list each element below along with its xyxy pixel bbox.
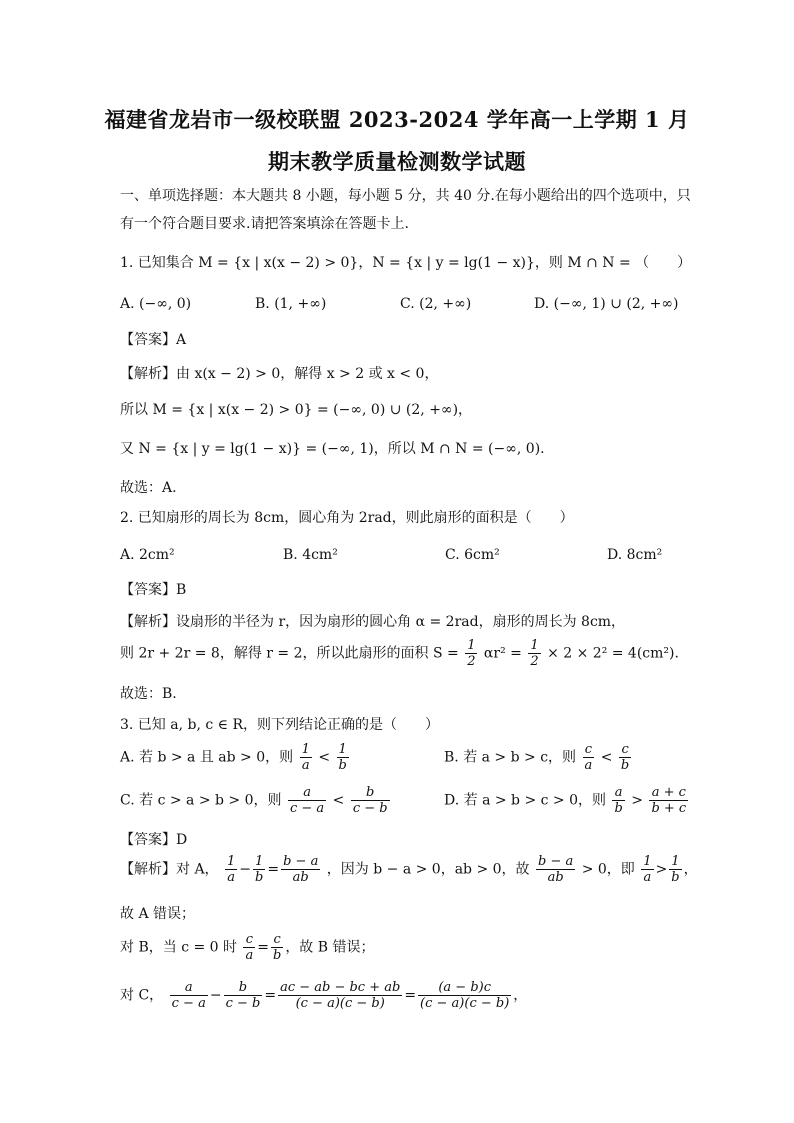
- fraction-denominator: b: [255, 870, 264, 885]
- q2-stem: 2. 已知扇形的周长为 8cm，圆心角为 2rad，则此扇形的面积是（ ）: [120, 510, 574, 526]
- fraction-numerator: 1: [530, 638, 539, 653]
- fraction-numerator: a: [170, 980, 208, 996]
- q2-option-c: C. 6cm²: [445, 547, 500, 563]
- q2-analysis-text-c: × 2 × 2² = 4(cm²).: [547, 645, 679, 662]
- fraction-numerator: a: [288, 785, 326, 801]
- analysis-text: 【解析】对 A，: [120, 861, 219, 878]
- q2-answer: 【答案】B: [120, 582, 187, 598]
- fraction: [281, 854, 320, 885]
- fraction-denominator: a: [584, 758, 593, 773]
- operator: =: [404, 987, 417, 1004]
- fraction: [418, 980, 511, 1011]
- fraction-numerator: 1: [337, 742, 349, 758]
- fraction-numerator: a + c: [649, 785, 688, 801]
- q1-stem: 1. 已知集合 M = {x | x(x − 2) > 0}，N = {x | y = lg(1 − x)}，则 M ∩ N = （ ）: [120, 255, 692, 271]
- fraction-denominator: c − a: [171, 996, 206, 1011]
- fraction: [271, 932, 283, 963]
- operator: =: [267, 861, 280, 878]
- fraction-denominator: a: [301, 758, 310, 773]
- q1-option-d: D. (−∞, 1) ∪ (2, +∞): [534, 296, 679, 312]
- analysis-text: ，: [683, 861, 698, 878]
- relation-sign: >: [631, 792, 643, 809]
- q2-analysis-text-a: 则 2r + 2r = 8，解得 r = 2，所以此扇形的面积 S =: [120, 645, 459, 662]
- relation-sign: <: [332, 792, 345, 809]
- fraction-denominator: c − b: [225, 996, 261, 1011]
- q1-analysis-line-2: 所以 M = {x | x(x − 2) > 0} = (−∞, 0) ∪ (2, +∞)，: [120, 402, 473, 418]
- option-text: C. 若 c > a > b > 0，则: [120, 792, 282, 809]
- fraction-denominator: 2: [467, 654, 476, 669]
- fraction: [536, 854, 575, 885]
- fraction: [225, 854, 237, 885]
- fraction: [170, 980, 208, 1011]
- q3-stem: 3. 已知 a, b, c ∈ R，则下列结论正确的是（ ）: [120, 717, 440, 733]
- fraction: [583, 742, 595, 773]
- analysis-text: 对 C，: [120, 987, 164, 1004]
- option-text: A. 若 b > a 且 ab > 0，则: [120, 749, 294, 766]
- fraction-numerator: 1: [643, 854, 652, 869]
- q2-option-a: A. 2cm²: [120, 547, 175, 563]
- q2-fraction-half-2: [528, 638, 540, 669]
- fraction-numerator: b − a: [538, 854, 574, 869]
- q2-analysis-text-b: αr² =: [483, 645, 522, 662]
- analysis-text: ，故 B 错误；: [285, 939, 375, 956]
- q1-conclusion: 故选：A.: [120, 480, 177, 496]
- fraction: [649, 785, 688, 816]
- fraction-numerator: c: [583, 742, 595, 758]
- q3-analysis-a-line-2: 故 A 错误；: [120, 906, 196, 922]
- fraction-denominator: b: [338, 758, 347, 773]
- fraction-denominator: ab: [292, 870, 309, 885]
- fraction-denominator: (c − a)(c − b): [295, 996, 385, 1011]
- fraction-numerator: 1: [669, 854, 681, 870]
- q2-option-b: B. 4cm²: [283, 547, 338, 563]
- fraction-numerator: 1: [253, 854, 265, 870]
- fraction-denominator: b: [272, 948, 282, 963]
- fraction-denominator: b: [620, 758, 630, 773]
- fraction: [612, 785, 624, 816]
- q1-answer: 【答案】A: [120, 332, 187, 348]
- relation-sign: <: [318, 749, 331, 766]
- q3-option-d: [444, 785, 690, 816]
- q3-option-a: [120, 742, 351, 773]
- operator: =: [257, 939, 269, 956]
- q3-analysis-a: [120, 854, 698, 885]
- fraction: [337, 742, 349, 773]
- fraction: [619, 742, 631, 773]
- q3-analysis-b: [120, 932, 375, 963]
- fraction-numerator: ac − ab − bc + ab: [280, 980, 401, 995]
- fraction-denominator: 2: [530, 654, 539, 669]
- fraction: [243, 932, 255, 963]
- operator: >: [655, 861, 668, 878]
- q1-option-c: C. (2, +∞): [400, 296, 472, 312]
- fraction: [224, 980, 263, 1011]
- fraction-numerator: c: [619, 742, 631, 758]
- fraction-denominator: b: [671, 870, 680, 885]
- fraction-numerator: b − a: [283, 854, 319, 869]
- fraction-denominator: c − b: [352, 801, 388, 816]
- q1-option-a: A. (−∞, 0): [120, 296, 192, 312]
- fraction-denominator: a: [227, 870, 236, 885]
- fraction-numerator: c: [243, 932, 255, 948]
- fraction-denominator: a: [643, 870, 652, 885]
- fraction: [253, 854, 265, 885]
- relation-sign: <: [600, 749, 613, 766]
- q3-option-c: [120, 785, 392, 816]
- analysis-text: ，因为 b − a > 0，ab > 0，故: [326, 861, 530, 878]
- fraction-numerator: 1: [467, 638, 476, 653]
- fraction: [669, 854, 681, 885]
- section-intro-line-1: 一、单项选择题：本大题共 8 小题，每小题 5 分，共 40 分.在每小题给出的四个选项中，只: [120, 188, 691, 204]
- option-text: B. 若 a > b > c，则: [444, 749, 577, 766]
- fraction: [351, 785, 390, 816]
- q1-option-b: B. (1, +∞): [255, 296, 327, 312]
- analysis-text: > 0，即: [581, 861, 635, 878]
- document-title-line-1: 福建省龙岩市一级校联盟 2023-2024 学年高一上学期 1 月: [104, 107, 690, 132]
- q2-analysis-line-2: [120, 638, 679, 669]
- option-text: D. 若 a > b > c > 0，则: [444, 792, 607, 809]
- q2-fraction-half-1: [465, 638, 477, 669]
- document-title-line-2: 期末教学质量检测数学试题: [268, 149, 526, 174]
- operator: =: [264, 987, 277, 1004]
- q3-option-b: [444, 742, 633, 773]
- q1-analysis-line-3: 又 N = {x | y = lg(1 − x)} = (−∞, 1)，所以 M ∩ N = (−∞, 0).: [120, 441, 545, 457]
- fraction-numerator: 1: [227, 854, 236, 869]
- fraction-numerator: c: [271, 932, 283, 948]
- q3-answer: 【答案】D: [120, 832, 188, 848]
- fraction-numerator: b: [351, 785, 390, 801]
- fraction-denominator: a: [245, 948, 254, 963]
- fraction-numerator: a: [612, 785, 624, 801]
- section-intro-line-2: 有一个符合题目要求.请把答案填涂在答题卡上.: [120, 216, 409, 232]
- fraction-denominator: (c − a)(c − b): [420, 996, 510, 1011]
- analysis-text: 对 B，当 c = 0 时: [120, 939, 238, 956]
- fraction-numerator: (a − b)c: [418, 980, 511, 996]
- analysis-text: ，: [513, 987, 528, 1004]
- fraction-numerator: 1: [301, 742, 310, 757]
- q2-conclusion: 故选：B.: [120, 686, 177, 702]
- operator: −: [209, 987, 222, 1004]
- fraction: [641, 854, 653, 885]
- fraction-denominator: b + c: [651, 801, 687, 816]
- q2-option-d: D. 8cm²: [607, 547, 663, 563]
- q1-analysis-line-1: 【解析】由 x(x − 2) > 0，解得 x > 2 或 x < 0，: [120, 366, 439, 382]
- fraction-numerator: b: [224, 980, 263, 996]
- fraction-denominator: c − a: [289, 801, 325, 816]
- fraction: [278, 980, 402, 1011]
- fraction-denominator: ab: [547, 870, 564, 885]
- fraction-denominator: b: [614, 801, 623, 816]
- fraction: [288, 785, 326, 816]
- q3-analysis-c: [120, 980, 527, 1011]
- q2-analysis-line-1: 【解析】设扇形的半径为 r，因为扇形的圆心角 α = 2rad，扇形的周长为 8cm，: [120, 614, 626, 630]
- operator: −: [239, 861, 252, 878]
- fraction: [300, 742, 312, 773]
